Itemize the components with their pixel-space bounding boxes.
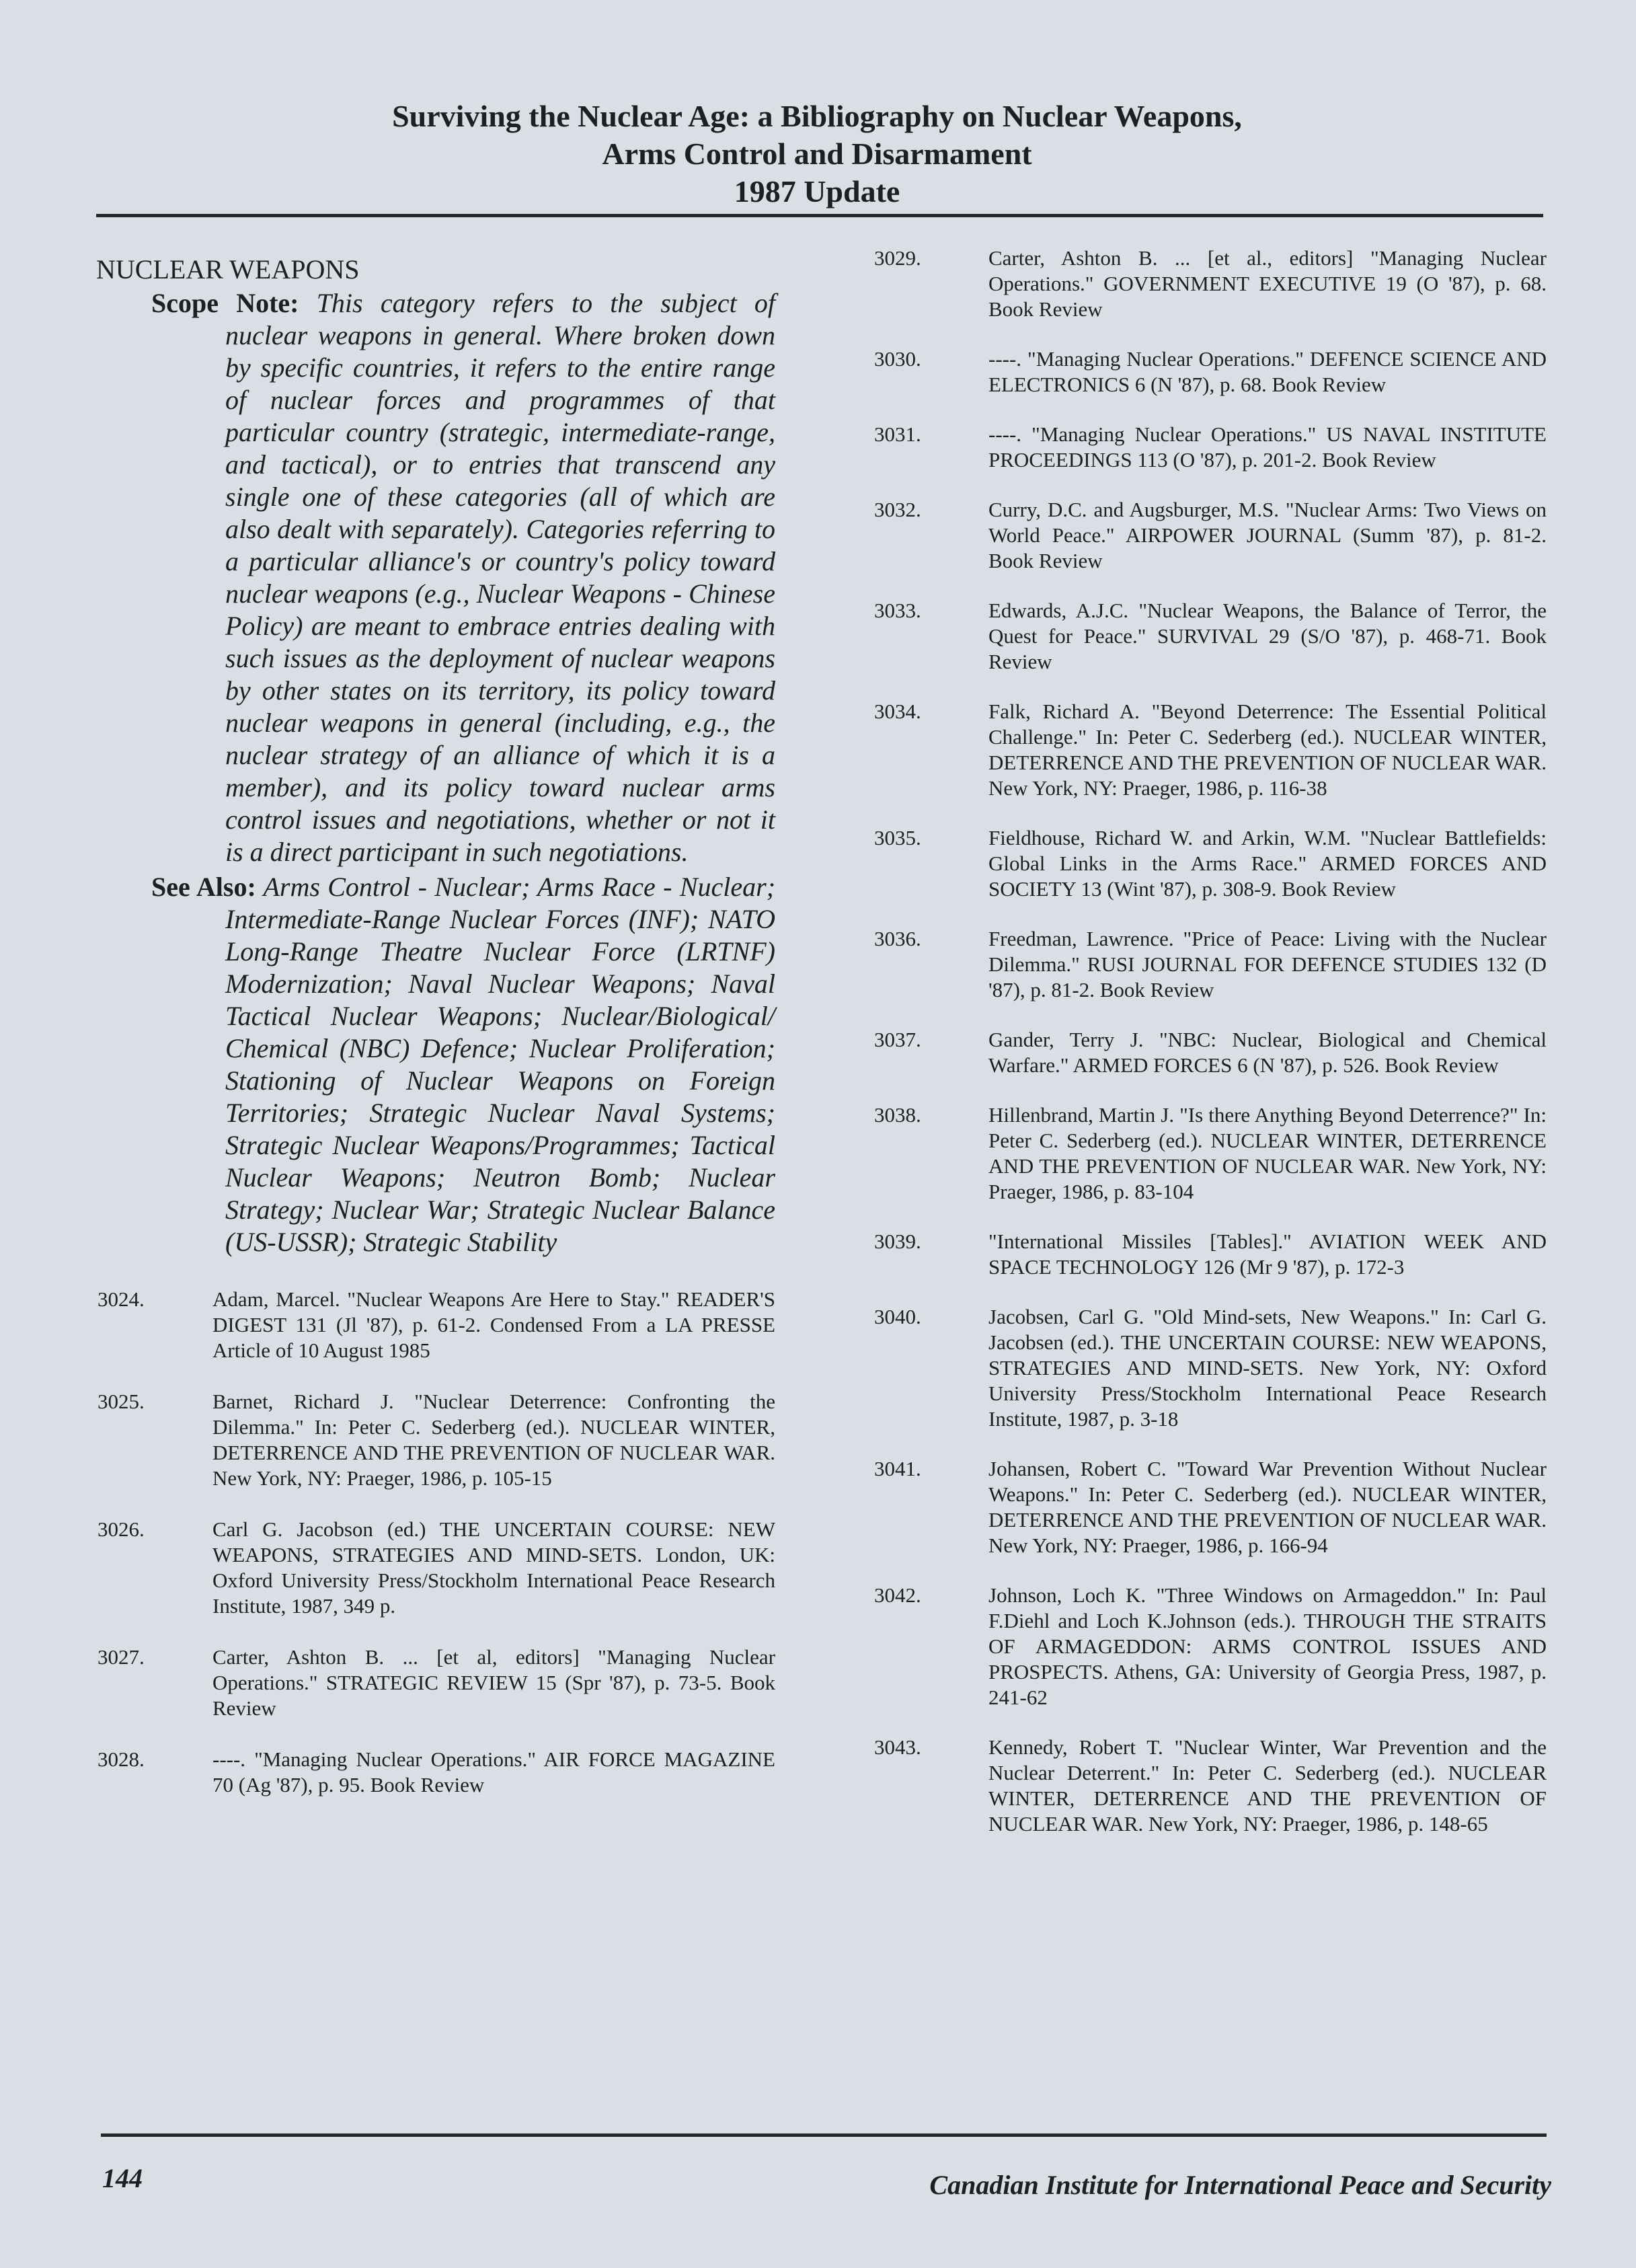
see-also-note bbox=[151, 871, 775, 1258]
entry-number: 3043. bbox=[874, 1735, 921, 1759]
entry-number: 3026. bbox=[98, 1517, 145, 1541]
entry-number: 3039. bbox=[874, 1230, 921, 1253]
entry-number: 3027. bbox=[98, 1645, 145, 1669]
bibliography-entry bbox=[874, 598, 1547, 675]
entry-text: Johansen, Robert C. "Toward War Prevention Without Nuclear Weapons." In: Peter C. Sederberg (ed.). NUCLEAR WINTER, DETERRENCE AND THE PREVENTION OF NUCLEAR WAR. New York, NY: Praeger, 1986, p. 166-94 bbox=[988, 1457, 1547, 1557]
page-number: 144 bbox=[102, 2163, 143, 2193]
left-column bbox=[96, 252, 775, 1798]
see-also-text: Arms Control - Nuclear; Arms Race - Nuclear; Intermediate-Range Nuclear Forces (INF); NATO Long-Range Theatre Nuclear Force (LRTNF) Modernization; Naval Nuclear Weapons; Naval Tactical Nuclear Weapons; Nuclear/Biological/ Chemical (NBC) Defence; Nuclear Proliferation; Stationing of Nuclear Weapons on Foreign Territories; Strategic Nuclear Naval Systems; Strategic Nuclear Weapons/Programmes; Tactical Nuclear Weapons; Neutron Bomb; Nuclear Strategy; Nuclear War; Strategic Nuclear Balance (US-USSR); Strategic Stability bbox=[225, 872, 776, 1257]
entry-number: 3029. bbox=[874, 246, 921, 270]
bibliography-entry bbox=[874, 346, 1547, 398]
bibliography-entry bbox=[874, 1583, 1547, 1710]
bibliography-entry bbox=[874, 926, 1547, 1003]
top-divider bbox=[96, 214, 1543, 217]
bibliography-entry bbox=[874, 497, 1547, 574]
section-heading: NUCLEAR WEAPONS bbox=[96, 254, 360, 285]
bibliography-entry bbox=[96, 1389, 775, 1491]
entry-number: 3041. bbox=[874, 1457, 921, 1480]
entry-number: 3024. bbox=[98, 1287, 145, 1311]
scope-note bbox=[151, 287, 775, 868]
entry-text: Kennedy, Robert T. "Nuclear Winter, War Prevention and the Nuclear Deterrent." In: Peter C. Sederberg (ed.). NUCLEAR WINTER, DETERRENCE AND THE PREVENTION OF NUCLEAR WAR. New York, NY: Praeger, 1986, p. 148-65 bbox=[988, 1735, 1547, 1836]
scope-note-text: This category refers to the subject of nuclear weapons in general. Where broken down by specific countries, it refers to the entire range of nuclear forces and programmes of that particular country (strategic, intermediate-range, and tactical), or to entries that transcend any single one of these categories (all of which are also dealt with separately). Categories referring to a particular alliance's or country's policy toward nuclear weapons (e.g., Nuclear Weapons - Chinese Policy) are meant to embrace entries dealing with such issues as the deployment of nuclear weapons by other states on its territory, its policy toward nuclear weapons in general (including, e.g., the nuclear strategy of an alliance of which it is a member), and its policy toward nuclear arms control issues and negotiations, whether or not it is a direct participant in such negotiations. bbox=[225, 288, 775, 867]
entries-left-list bbox=[96, 1287, 775, 1798]
entry-number: 3028. bbox=[98, 1747, 145, 1771]
bibliography-entry bbox=[874, 245, 1547, 322]
entry-number: 3035. bbox=[874, 826, 921, 849]
entry-text: Johnson, Loch K. "Three Windows on Armageddon." In: Paul F.Diehl and Loch K.Johnson (eds.). THROUGH THE STRAITS OF ARMAGEDDON: ARMS CONTROL ISSUES AND PROSPECTS. Athens, GA: University of Georgia Press, 1987, p. 241-62 bbox=[988, 1583, 1547, 1709]
entry-text: Hillenbrand, Martin J. "Is there Anything Beyond Deterrence?" In: Peter C. Sederberg (ed.). NUCLEAR WINTER, DETERRENCE AND THE PREVENTION OF NUCLEAR WAR. New York, NY: Praeger, 1986, p. 83-104 bbox=[988, 1103, 1547, 1203]
bibliography-entry bbox=[874, 1456, 1547, 1558]
bibliography-entry bbox=[96, 1287, 775, 1363]
bibliography-entry bbox=[874, 1027, 1547, 1078]
entry-number: 3033. bbox=[874, 599, 921, 622]
bibliography-entry bbox=[96, 1517, 775, 1619]
bibliography-entry bbox=[874, 1735, 1547, 1837]
bibliography-entry bbox=[874, 1102, 1547, 1205]
bibliography-entry bbox=[874, 825, 1547, 902]
entry-number: 3030. bbox=[874, 347, 921, 371]
entry-text: Falk, Richard A. "Beyond Deterrence: The Essential Political Challenge." In: Peter C. Sederberg (ed.). NUCLEAR WINTER, DETERRENCE AND THE PREVENTION OF NUCLEAR WAR. New York, NY: Praeger, 1986, p. 116-38 bbox=[988, 700, 1547, 800]
entry-text: Curry, D.C. and Augsburger, M.S. "Nuclear Arms: Two Views on World Peace." AIRPOWER JOURNAL (Summ '87), p. 81-2. Book Review bbox=[988, 498, 1547, 572]
entry-number: 3038. bbox=[874, 1103, 921, 1127]
bibliography-entry bbox=[96, 1747, 775, 1798]
entry-number: 3032. bbox=[874, 498, 921, 521]
entry-number: 3034. bbox=[874, 700, 921, 723]
bibliography-entry bbox=[874, 699, 1547, 801]
bibliography-entry bbox=[874, 422, 1547, 473]
bibliography-entry bbox=[96, 1645, 775, 1721]
bibliography-entry bbox=[874, 1304, 1547, 1432]
entry-number: 3042. bbox=[874, 1583, 921, 1607]
entry-text: Jacobsen, Carl G. "Old Mind-sets, New Weapons." In: Carl G. Jacobsen (ed.). THE UNCERTAIN COURSE: NEW WEAPONS, STRATEGIES AND MIND-SETS. New York, NY: Oxford University Press/Stockholm International Peace Research Institute, 1987, p. 3-18 bbox=[988, 1305, 1547, 1431]
entry-number: 3037. bbox=[874, 1028, 921, 1051]
title-line-2: Arms Control and Disarmament bbox=[602, 137, 1032, 171]
entry-text: "International Missiles [Tables]." AVIATION WEEK AND SPACE TECHNOLOGY 126 (Mr 9 '87), p. 172-3 bbox=[988, 1230, 1547, 1279]
entry-text: Adam, Marcel. "Nuclear Weapons Are Here to Stay." READER'S DIGEST 131 (Jl '87), p. 61-2. Condensed From a LA PRESSE Article of 10 August 1985 bbox=[212, 1287, 775, 1362]
entry-text: ----. "Managing Nuclear Operations." US NAVAL INSTITUTE PROCEEDINGS 113 (O '87), p. 201-2. Book Review bbox=[988, 422, 1547, 471]
entry-text: Gander, Terry J. "NBC: Nuclear, Biological and Chemical Warfare." ARMED FORCES 6 (N '87), p. 526. Book Review bbox=[988, 1028, 1547, 1077]
entry-number: 3040. bbox=[874, 1305, 921, 1328]
title-line-1: Surviving the Nuclear Age: a Bibliography on Nuclear Weapons, bbox=[392, 99, 1242, 133]
entry-text: Freedman, Lawrence. "Price of Peace: Living with the Nuclear Dilemma." RUSI JOURNAL FOR DEFENCE STUDIES 132 (D '87), p. 81-2. Book Review bbox=[988, 927, 1547, 1001]
entry-text: Fieldhouse, Richard W. and Arkin, W.M. "Nuclear Battlefields: Global Links in the Arms Race." ARMED FORCES AND SOCIETY 13 (Wint '87), p. 308-9. Book Review bbox=[988, 826, 1547, 901]
bottom-divider bbox=[101, 2133, 1547, 2137]
entry-text: Carter, Ashton B. ... [et al., editors] "Managing Nuclear Operations." GOVERNMENT EXECUTIVE 19 (O '87), p. 68. Book Review bbox=[988, 246, 1547, 321]
entry-number: 3031. bbox=[874, 422, 921, 446]
entry-text: ----. "Managing Nuclear Operations." DEFENCE SCIENCE AND ELECTRONICS 6 (N '87), p. 68. Book Review bbox=[988, 347, 1547, 396]
bibliography-entry bbox=[874, 1229, 1547, 1280]
entry-number: 3025. bbox=[98, 1390, 145, 1413]
entry-text: Carl G. Jacobson (ed.) THE UNCERTAIN COURSE: NEW WEAPONS, STRATEGIES AND MIND-SETS. London, UK: Oxford University Press/Stockholm International Peace Research Institute, 1987, 349 p. bbox=[212, 1517, 775, 1618]
scope-note-label: Scope Note: bbox=[151, 288, 299, 318]
page-title bbox=[94, 98, 1540, 211]
entries-right-list bbox=[874, 245, 1547, 1837]
entry-text: Carter, Ashton B. ... [et al, editors] "Managing Nuclear Operations." STRATEGIC REVIEW 15 (Spr '87), p. 73-5. Book Review bbox=[212, 1645, 775, 1720]
footer-institution: Canadian Institute for International Peace and Security bbox=[929, 2170, 1551, 2200]
see-also-label: See Also: bbox=[151, 872, 256, 902]
title-line-3: 1987 Update bbox=[734, 174, 900, 209]
entry-text: Barnet, Richard J. "Nuclear Deterrence: Confronting the Dilemma." In: Peter C. Sederberg (ed.). NUCLEAR WINTER, DETERRENCE AND THE PREVENTION OF NUCLEAR WAR. New York, NY: Praeger, 1986, p. 105-15 bbox=[212, 1390, 775, 1490]
entry-text: Edwards, A.J.C. "Nuclear Weapons, the Balance of Terror, the Quest for Peace." SURVIVAL 29 (S/O '87), p. 468-71. Book Review bbox=[988, 599, 1547, 673]
entry-number: 3036. bbox=[874, 927, 921, 950]
entry-text: ----. "Managing Nuclear Operations." AIR FORCE MAGAZINE 70 (Ag '87), p. 95. Book Review bbox=[212, 1747, 775, 1797]
right-column bbox=[874, 245, 1547, 1837]
